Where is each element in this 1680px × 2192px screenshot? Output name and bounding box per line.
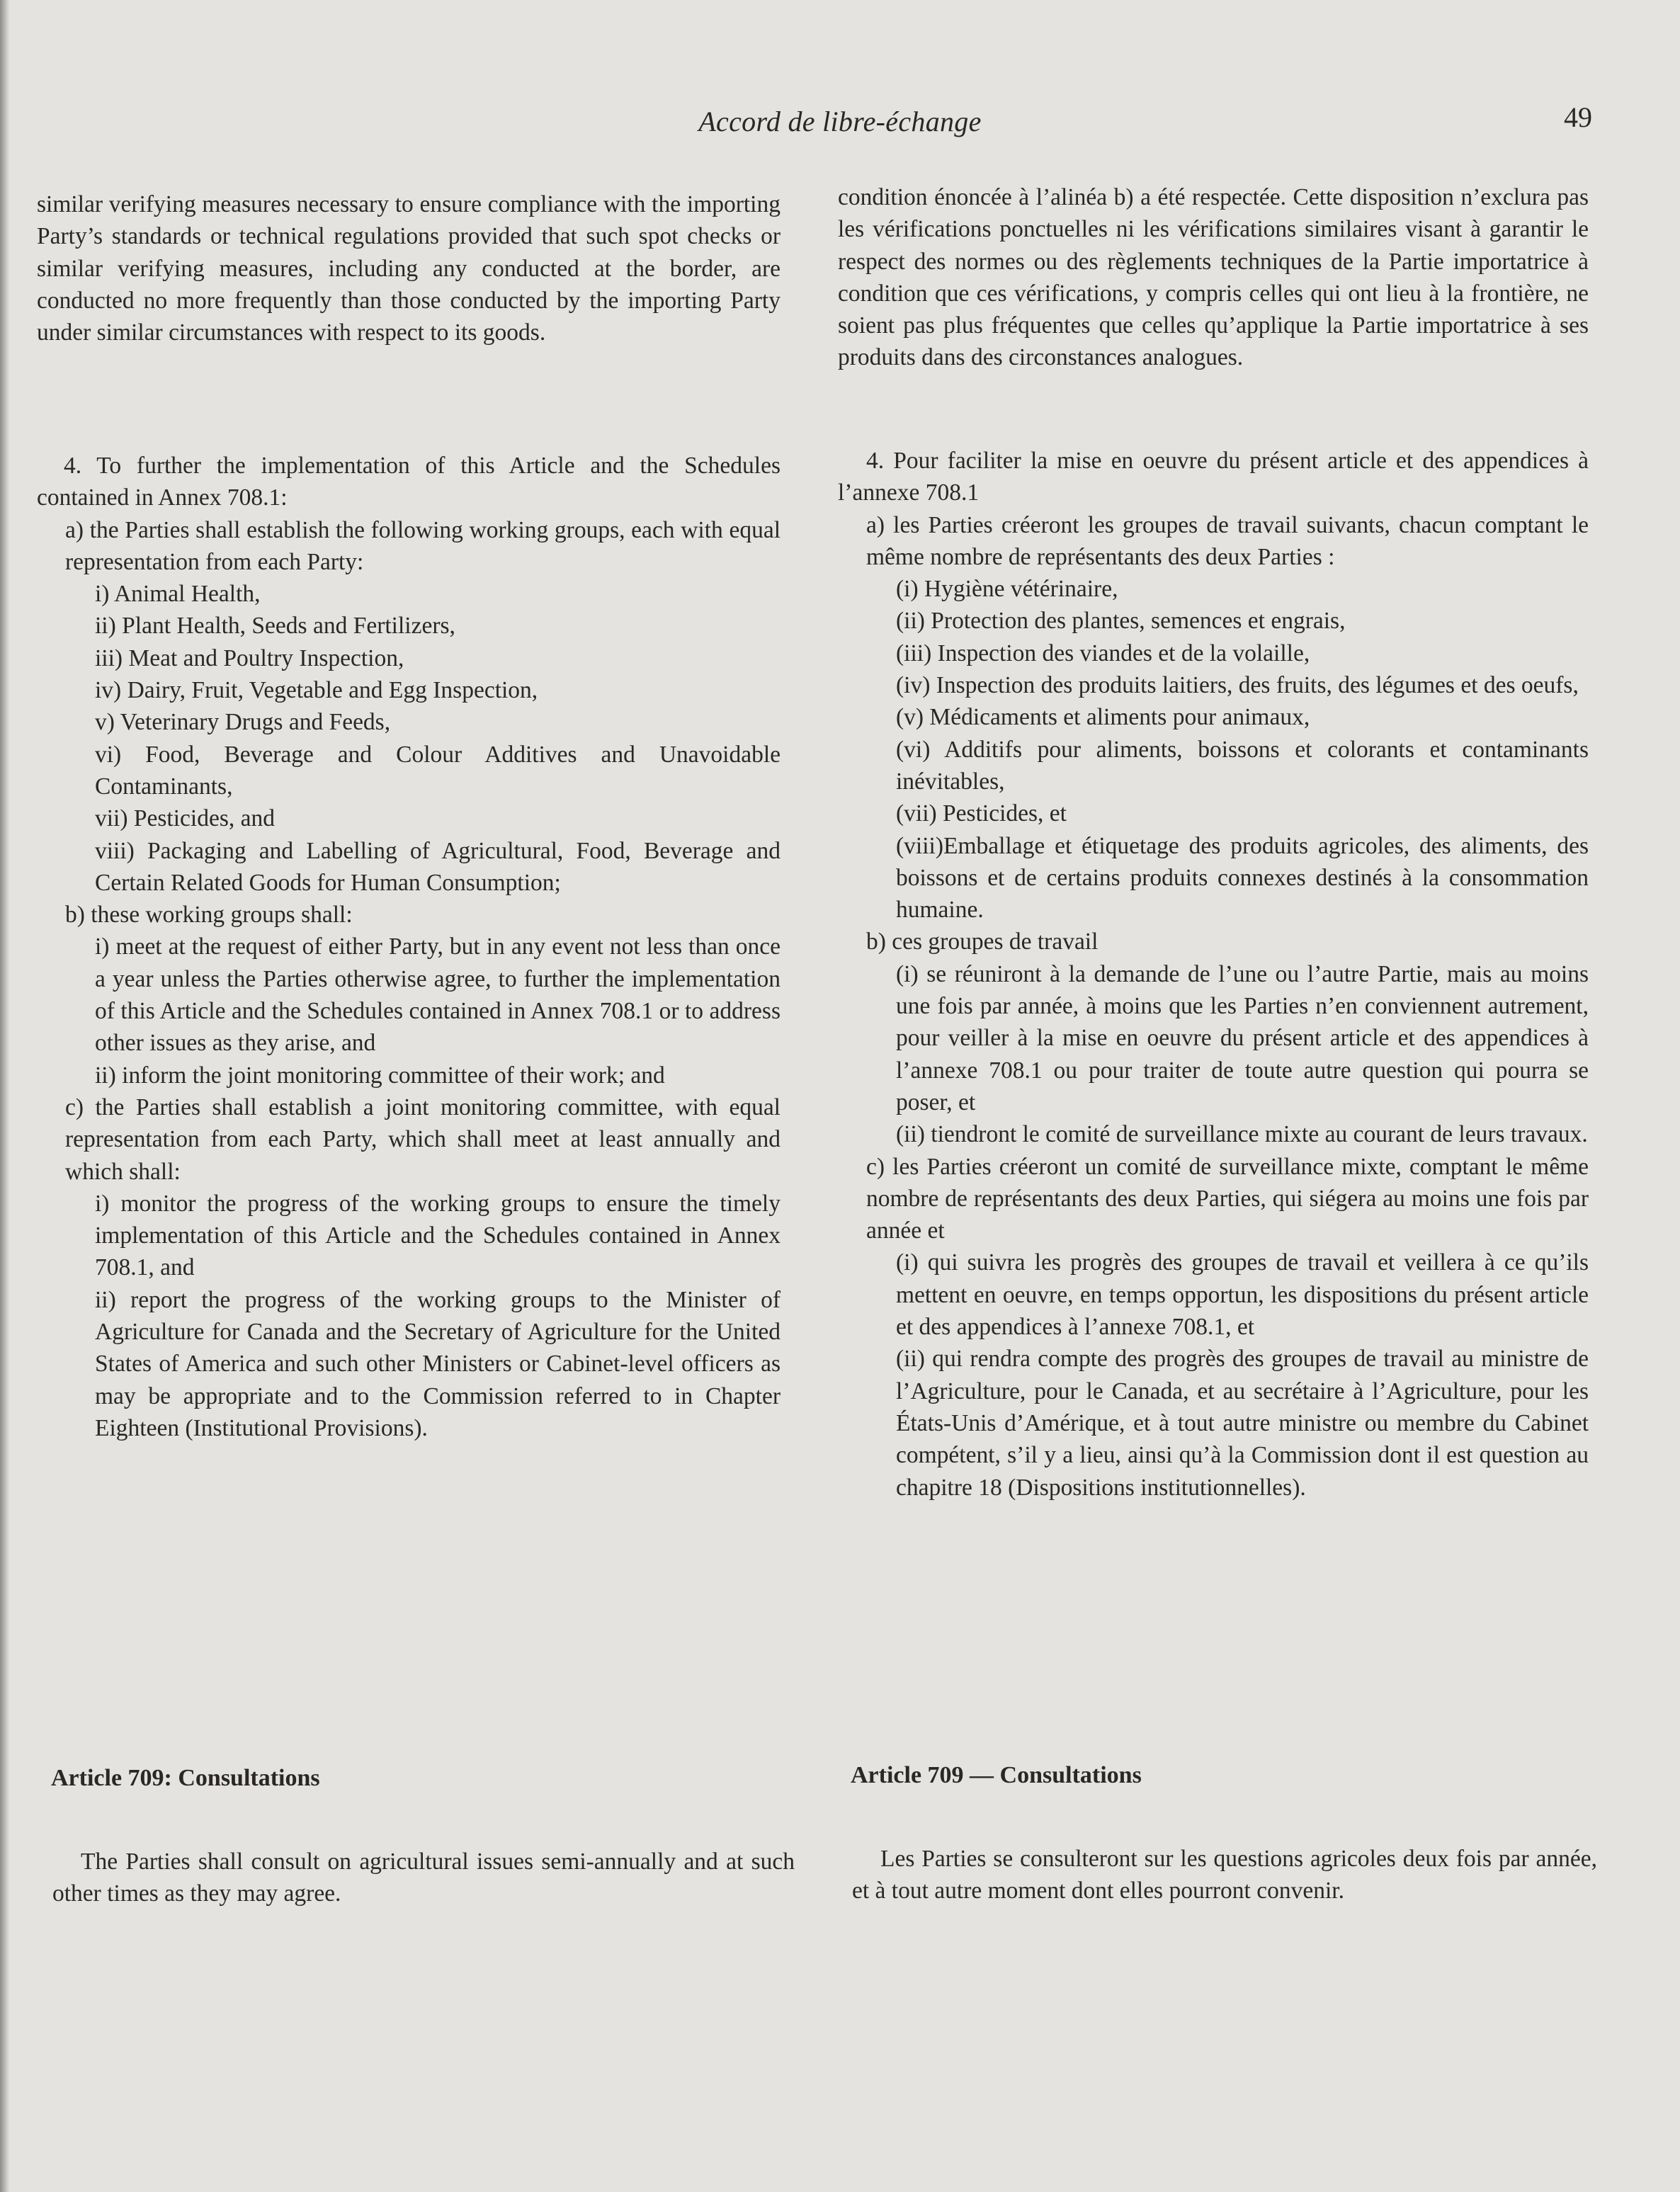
french-article-709-text: Les Parties se consulteront sur les questions agricoles deux fois par année, et à tout autre moment dont elles pourront convenir. [852,1846,1597,1904]
english-a-item: v) Veterinary Drugs and Feeds, [95,709,391,736]
french-article-709-heading: Article 709 — Consultations [851,1762,1142,1788]
page-edge-shadow [0,0,10,2192]
french-continuation [838,181,1589,374]
english-a-item: iv) Dairy, Fruit, Vegetable and Egg Inspection, [95,677,538,704]
french-a-item: (iv) Inspection des produits laitiers, des fruits, des légumes et des oeufs, [896,672,1579,699]
english-a-item: iii) Meat and Poultry Inspection, [95,644,404,671]
french-c-item: (i) qui suivra les progrès des groupes de travail et veillera à ce qu’ils mettent en oeuvre, en temps opportun, les dispositions du présent article et des appendices à l’annexe 708.1, et [896,1249,1589,1341]
english-c-item: ii) report the progress of the working groups to the Minister of Agriculture for Canada and the Secretary of Agriculture for the United States of America and such other Ministers or Cabinet-level officers as may be appropriate and to the Commission referred to in Chapter Eighteen (Institutional Provisions). [95,1286,781,1441]
french-item-c-intro: c) les Parties créeront un comité de surveillance mixte, comptant le même nombre de représentants des deux Parties, qui siégera au moins une fois par année et [866,1153,1589,1244]
english-para4-intro: 4. To further the implementation of this Article and the Schedules contained in Annex 708.1: [37,453,781,511]
french-a-item: (iii) Inspection des viandes et de la volaille, [896,640,1310,666]
english-a-item: i) Animal Health, [95,581,261,608]
running-title: Accord de libre-échange [698,106,982,137]
english-paragraph-4 [37,450,781,1444]
english-c-item: i) monitor the progress of the working groups to ensure the timely implementation of this Article and the Schedules contained in Annex 708.1, and [95,1190,781,1281]
french-continuation-text: condition énoncée à l’alinéa b) a été respectée. Cette disposition n’exclura pas les vérifications ponctuelles ni les vérifications similaires visant à garantir le respect des normes ou des règlements techniques de la Partie importatrice à condition que ces vérifications, y compris celles qui ont lieu à la frontière, ne soient pas plus fréquentes que celles qu’applique la Partie importatrice à ses produits dans des circonstances analogues. [838,184,1589,371]
french-c-item: (ii) qui rendra compte des progrès des groupes de travail au ministre de l’Agriculture, pour le Canada, et au secrétaire à l’Agriculture, pour les États-Unis d’Amérique, et à tout autre ministre ou membre du Cabinet compétent, s’il y a lieu, ainsi qu’à la Commission dont il est question au chapitre 18 (Dispositions institutionnelles). [896,1346,1589,1501]
french-a-item: (i) Hygiène vétérinaire, [896,576,1118,603]
english-b-item: ii) inform the joint monitoring committee of their work; and [95,1062,665,1089]
french-paragraph-4 [838,445,1589,1504]
english-a-item: vii) Pesticides, and [95,805,275,832]
french-a-item: (viii)Emballage et étiquetage des produits agricoles, des aliments, des boissons et de certains produits connexes destinés à la consommation humaine. [896,832,1589,924]
french-a-item: (vi) Additifs pour aliments, boissons et colorants et contaminants inévitables, [896,736,1589,795]
french-a-item: (vii) Pesticides, et [896,800,1067,827]
english-item-c-intro: c) the Parties shall establish a joint monitoring committee, with equal representation from each Party, which shall meet at least annually and which shall: [65,1094,781,1185]
english-article-709-text: The Parties shall consult on agricultural issues semi-annually and at such other times as they may agree. [52,1849,795,1907]
english-a-item: vi) Food, Beverage and Colour Additives and Unavoidable Contaminants, [95,741,781,800]
french-b-item: (i) se réuniront à la demande de l’une ou l’autre Partie, mais au moins une fois par année, à moins que les Parties n’en conviennent autrement, pour veiller à la mise en oeuvre du présent article et des appendices à l’annexe 708.1 ou pour traiter de toute autre question qui pourra se poser, et [896,960,1589,1115]
english-item-a-intro: a) the Parties shall establish the following working groups, each with equal representation from each Party: [65,516,781,575]
french-item-a-intro: a) les Parties créeront les groupes de travail suivants, chacun comptant le même nombre de représentants des deux Parties : [866,511,1589,570]
english-b-item: i) meet at the request of either Party, but in any event not less than once a year unless the Parties otherwise agree, to further the implementation of this Article and the Schedules contained in Annex 708.1 or to address other issues as they arise, and [95,933,781,1057]
french-b-item: (ii) tiendront le comité de surveillance mixte au courant de leurs travaux. [896,1121,1588,1148]
english-item-b-intro: b) these working groups shall: [65,902,353,929]
page-number: 49 [1564,101,1592,133]
english-continuation-text: similar verifying measures necessary to ensure compliance with the importing Party’s standards or technical regulations provided that such spot checks or similar verifying measures, including any conducted at the border, are conducted no more frequently than those conducted by the importing Party under similar circumstances with respect to its goods. [37,191,781,346]
french-para4-intro: 4. Pour faciliter la mise en oeuvre du présent article et des appendices à l’annexe 708.1 [838,448,1589,506]
english-continuation [37,188,781,348]
french-article-709 [852,1843,1597,1907]
english-article-709 [52,1846,795,1910]
french-item-b-intro: b) ces groupes de travail [866,929,1099,955]
english-a-item: ii) Plant Health, Seeds and Fertilizers, [95,613,455,640]
french-a-item: (v) Médicaments et aliments pour animaux, [896,704,1310,731]
french-a-item: (ii) Protection des plantes, semences et engrais, [896,608,1346,635]
english-a-item: viii) Packaging and Labelling of Agricultural, Food, Beverage and Certain Related Goods for Human Consumption; [95,837,781,896]
english-article-709-heading: Article 709: Consultations [51,1765,320,1791]
